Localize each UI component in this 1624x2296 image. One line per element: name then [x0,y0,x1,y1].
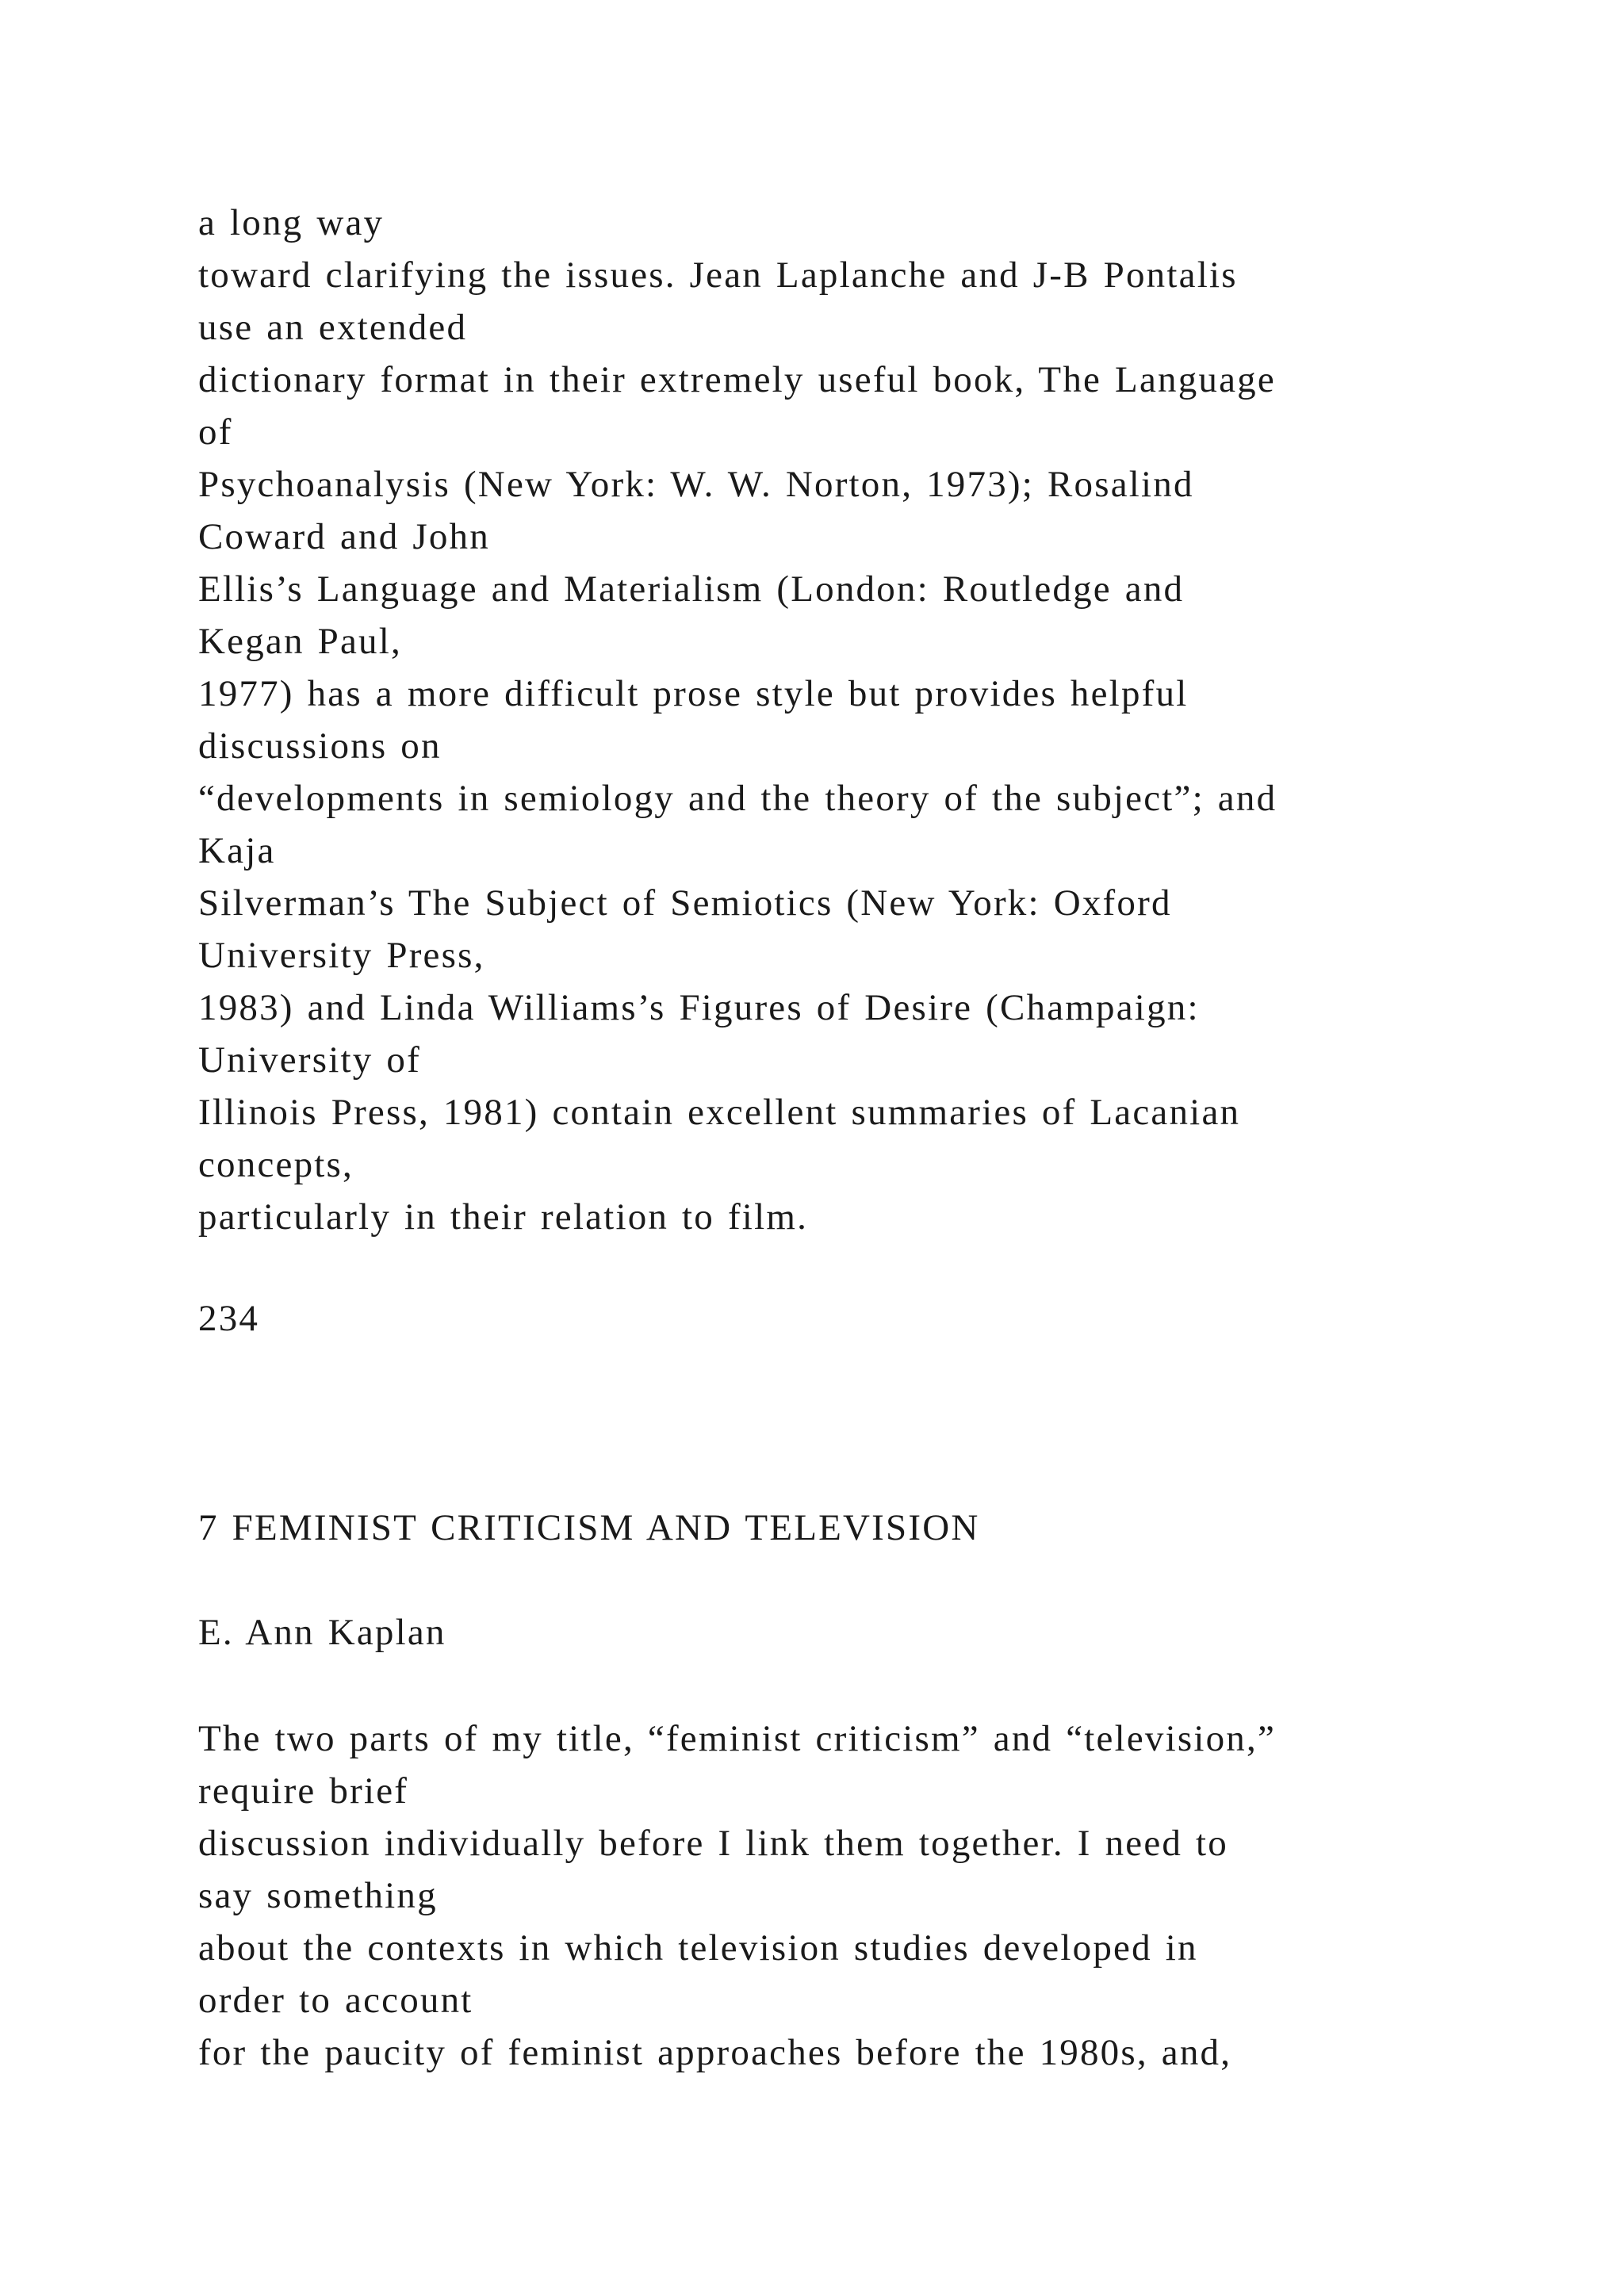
text-line: use an extended [198,307,468,348]
text-line: for the paucity of feminist approaches before the 1980s, and, [198,2032,1232,2073]
text-line: University Press, [198,935,485,976]
text-line: about the contexts in which television studies developed in [198,1927,1198,1969]
text-line: toward clarifying the issues. Jean Laplanche and J-B Pontalis [198,254,1238,296]
text-line: a long way [198,202,385,243]
text-line: discussions on [198,725,442,767]
text-line: Illinois Press, 1981) contain excellent summaries of Lacanian [198,1092,1241,1133]
text-line: Kaja [198,830,276,871]
text-line: dictionary format in their extremely useful book, The Language [198,359,1276,400]
page-number-block [198,1292,1497,1345]
author-byline [198,1606,1497,1659]
text-line: order to account [198,1980,473,2021]
author-name: E. Ann Kaplan [198,1612,446,1653]
page-number: 234 [198,1298,260,1339]
text-line: Kegan Paul, [198,621,402,662]
text-line: Coward and John [198,516,490,557]
text-line: of [198,411,233,453]
body-paragraph [198,1712,1497,2079]
footnote-text [198,197,1497,1243]
text-line: University of [198,1039,421,1081]
text-line: concepts, [198,1144,354,1185]
text-line: “developments in semiology and the theory of the subject”; and [198,778,1277,819]
text-line: 1977) has a more difficult prose style but provides helpful [198,673,1189,714]
text-line: require brief [198,1770,409,1812]
text-line: discussion individually before I link them together. I need to [198,1823,1228,1864]
chapter-title: 7 FEMINIST CRITICISM AND TELEVISION [198,1507,980,1548]
text-line: Ellis’s Language and Materialism (London: Routledge and [198,568,1185,610]
text-line: Silverman’s The Subject of Semiotics (New York: Oxford [198,882,1172,924]
text-line: The two parts of my title, “feminist criticism” and “television,” [198,1718,1277,1759]
text-line: 1983) and Linda Williams’s Figures of Desire (Champaign: [198,987,1200,1028]
text-line: Psychoanalysis (New York: W. W. Norton, 1973); Rosalind [198,464,1194,505]
chapter-heading [198,1502,1497,1554]
text-line: particularly in their relation to film. [198,1196,809,1238]
text-line: say something [198,1875,438,1916]
